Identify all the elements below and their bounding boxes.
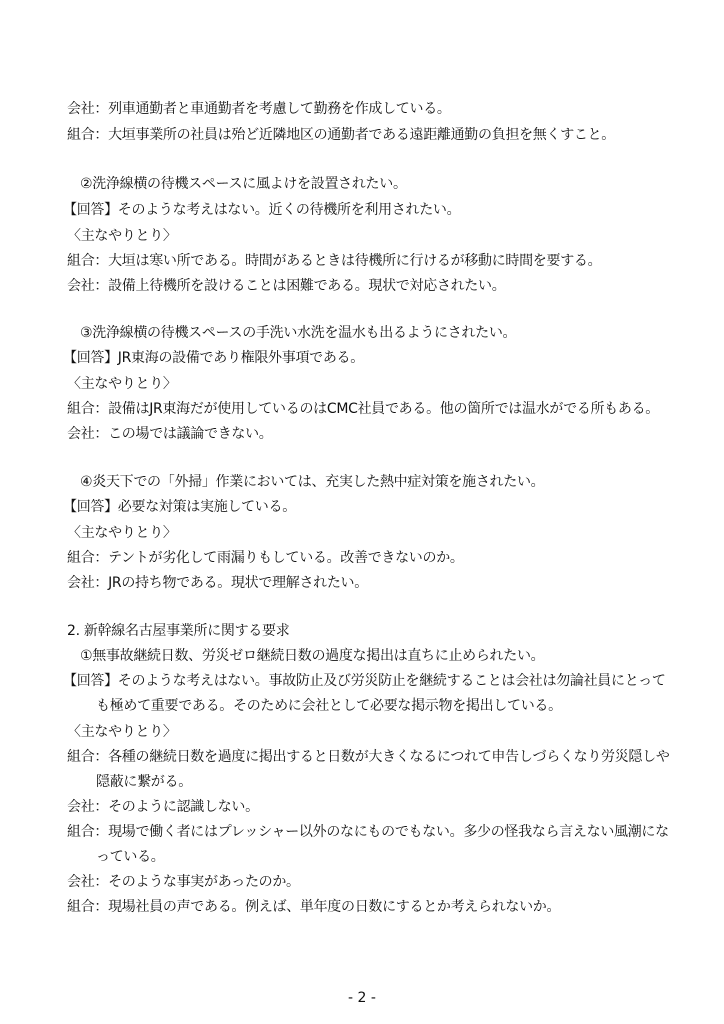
text-line: 組合：大垣事業所の社員は殆ど近隣地区の通勤者である遠距離通勤の負担を無くすこと。 [67, 127, 615, 143]
text-line: 組合：各種の継続日数を過度に掲出すると日数が大きくなるにつれて申告しづらくなり労災隠しや [67, 749, 670, 765]
subheading: 〈主なやりとり〉 [67, 724, 177, 740]
answer-line: 【回答】そのような考えはない。近くの待機所を利用されたい。 [63, 202, 461, 218]
answer-line: 【回答】必要な対策は実施している。 [63, 499, 296, 515]
text-line: 組合：大垣は寒い所である。時間があるときは待機所に行けるが移動に時間を要する。 [67, 253, 602, 269]
text-line: 会社：この場では議論できない。 [67, 426, 273, 442]
text-line: 組合：現場で働く者にはプレッシャー以外のなにものでもない。多少の怪我なら言えない風潮にな [67, 824, 669, 840]
chapter-heading: 2. 新幹線名古屋事業所に関する要求 [67, 623, 290, 639]
text-line: 会社：そのように認識しない。 [67, 799, 259, 815]
answer-line: 【回答】JR東海の設備であり権限外事項である。 [63, 350, 364, 366]
section-heading: ④炎天下での「外掃」作業においては、充実した熱中症対策を施されたい。 [80, 474, 545, 490]
text-line: 会社：そのような事実があったのか。 [67, 874, 300, 890]
section-heading: ②洗浄線横の待機スペースに風よけを設置されたい。 [80, 176, 407, 192]
text-line: 会社：列車通勤者と車通勤者を考慮して勤務を作成している。 [67, 101, 451, 117]
text-continuation: っている。 [96, 849, 165, 865]
subheading: 〈主なやりとり〉 [67, 525, 177, 541]
section-heading: ③洗浄線横の待機スペースの手洗い水洗を温水も出るようにされたい。 [80, 325, 517, 341]
text-line: 組合：現場社員の声である。例えば、単年度の日数にするとか考えられないか。 [67, 899, 561, 915]
text-line: 会社：設備上待機所を設けることは困難である。現状で対応されたい。 [67, 278, 506, 294]
page-number: - 2 - [348, 990, 376, 1006]
text-continuation: 隠蔽に繋がる。 [96, 774, 192, 790]
text-line: 会社：JRの持ち物である。現状で理解されたい。 [67, 575, 368, 591]
answer-line: 【回答】そのような考えはない。事故防止及び労災防止を継続することは会社は勿論社員にとって [63, 673, 666, 689]
section-heading: ①無事故継続日数、労災ゼロ継続日数の過度な掲出は直ちに止められたい。 [80, 648, 545, 664]
subheading: 〈主なやりとり〉 [67, 376, 177, 392]
text-line: 組合：設備はJR東海だが使用しているのはCMC社員である。他の箇所では温水がでる所もある。 [67, 401, 659, 417]
subheading: 〈主なやりとり〉 [67, 228, 177, 244]
text-line: 組合：テントが劣化して雨漏りもしている。改善できないのか。 [67, 550, 464, 566]
answer-continuation: も極めて重要である。そのために会社として必要な掲示物を掲出している。 [96, 698, 562, 714]
